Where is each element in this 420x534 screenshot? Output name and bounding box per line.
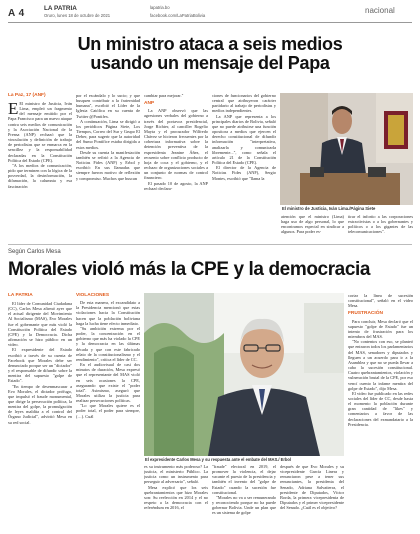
site-url: lapatria.bo: [150, 5, 170, 10]
story1-column-5: [281, 214, 344, 239]
story2-column-3: [144, 464, 208, 528]
story1-col4-p3: El director de la Agencia de Noticias Fides (ANF), Sergio Montes, escribió que "llama la: [212, 165, 276, 181]
story1-col4-p1: ciones de funcionarios del gobierno central que atribuyeron carácter partidario al trabajo de periodistas y medios independientes.: [212, 93, 276, 114]
story2-col4-p2: "Morales no va a ser remunerando y reconociendo porque no ha puede gobernar Bolivia. Unde un plan que es un sistema de golpe: [212, 494, 276, 516]
minister-photo-caption: El ministro de Justicia, Iván Lima./Página Siete: [282, 206, 376, 211]
story1-col3-p2: La ANP observó que las agresiones verbales del gobierno a través del portavoz presidencial, Jorge Richter, al canciller Rogelio Mayta y el procurador Wilfredo Chávez se hicieron frecuentes por la cobertura informativa sobre la detención preventiva de la expresidenta Jeanine Áñez, el recuento sobre conflicto producto de hoja de coca y el gobierno, y el rechazo de organizaciones sociales a un conjunto de normas de control financiero.: [144, 108, 208, 181]
story1-col4-p2: La ANP que representa a los principales diarios de Bolivia, señaló que no puede atribuirse una función opositora a medios que ejercen el derecho constitucional de difundir información "interpretativa, analizarla y comunicarla libremente...", como señala el artículo 21 de la Constitución Política del Estado (CPE).: [212, 113, 276, 166]
story1-col1-p2: "A los medios de comunicación, pido que terminen con la lógica de la posverdad, la desinformación, la difamación, la calumnia y esa fascinación: [8, 162, 72, 189]
story2-col2-p2: "Su ambición extrema por el poder, la concentración en el gobierno que más ha violado la CPE y la democracia en las últimas década y que con este fabricado relato de la constitucionalismo y el rendimiento", critica el líder de CC.: [76, 325, 140, 362]
header-rule: [8, 22, 412, 23]
story1-byline: La Paz, 17 (ANF): [8, 93, 46, 98]
story2-col6-p3: "No contentos con eso, se planteó que entraron todos los parlamentarios del MAS, senadores y diputados y lleguen a un acuerdo para ir a la Asamblea y que no se pueda llevar a cabo la sucesión constitucional. Cuatro quebrantamientos, violación y vulneración brutal de la CPE, por eso vencí cuento la infame mentira del golpe de Estado", dijo Mesa.: [348, 339, 413, 391]
page-number: [8, 8, 24, 19]
story1-column-1: [8, 101, 72, 239]
facebook-url: facebook.com/LaPatriaBolivia: [150, 13, 206, 18]
newspaper-masthead: LA PATRIA: [44, 5, 77, 12]
story2-col1-p3: "En tiempo de desenmascarar a Evo Morales, el dictador prófugo, que impulsó el fraude monumental, que dirige la persecución política, la mentira del golpe, la promulgación de leyes maldita a el control del Órgano Judicial", advirtió Mesa en su red social.: [8, 383, 72, 425]
mesa-photo: [144, 293, 344, 456]
story2-column-2: [76, 293, 140, 528]
story2-column-5: [280, 464, 344, 528]
story1-column-2: [76, 93, 140, 239]
story2-col2-p3: En el audiovisual de casi dos minutos de duración, Mesa expresó que el representante del MAS violó en seis ocasiones la CPE, asegurando que existe el "poder total". Asimismo, aseguró que Morales utiliza la justicia para realizar persecuciones políticas.: [76, 362, 140, 404]
story2-col6-p4: El video fue publicado en las redes sociales del líder de CC, desde hasta el momento la población durante gran cantidad de "likes" y comentarios a favor de las declaraciones del exmandatario a la Presidencia.: [348, 390, 413, 427]
story2-col6-p1: cortar la línea de sucesión constitucional", señaló en el video Mesa.: [348, 293, 413, 309]
section-label: nacional: [365, 6, 395, 15]
story2-frustracion-heading: FRUSTRACIÓN: [348, 311, 383, 317]
story2-col3-p1: es su instrumento más poderoso? La justicia, el ministerio Público. La justicia como un instrumento para perseguir al adversario", señaló.: [144, 464, 208, 485]
story1-col1-p1: [8, 101, 72, 163]
story2-col1-p2: El expresidente del Estado escribió a través de su cuenta de Facebook que Morales debe ser denunciado porque ser un "dictador" y el responsable de difundir sobre la mentira del supuesto "golpe de Estado".: [8, 347, 72, 384]
story-divider: [8, 244, 412, 245]
story2-col2-p4: "Lo que Morales quiere es el poder total, el poder para siempre, (…). Cuál: [76, 403, 140, 419]
minister-photo-drawing: [280, 93, 413, 205]
story2-col6-p2: Para concluir, Mesa declaró que el supuesto "golpe de Estado" fue un intento de frustración para los miembros del MAS.: [348, 318, 413, 340]
story1-column-4: [212, 93, 276, 239]
story1-col2-p1: por el escándalo y lo sucio; y que busquen contribuir a la fraternidad humana", escribió el Líder de la Iglesia Católica en su cuenta de Twitter @Pontifex.: [76, 93, 140, 119]
story2-byline: LA PATRIA: [8, 293, 33, 298]
story2-column-4: [212, 464, 276, 528]
story1-col2-p2: A continuación, Lima se dirigió a los periódicos Página Siete, Los Tiempos, Correo del Sur y Grupo El Deber, para sugerir que la autoridad del Sumo Pontífice estaba dirigida a estos medios.: [76, 118, 140, 150]
minister-photo: [280, 93, 413, 205]
page-section-letter: A: [8, 8, 15, 19]
story1-column-6: [348, 214, 413, 239]
story2-col1-p1: El líder de Comunidad Ciudadana (CC), Carlos Mesa afirmó ayer que el actual dirigente del Movimiento Al Socialismo (MAS), Evo Morales fue el gobernante que más violó la Constitución Política del Estado (CPE) y la Democracia. Dicha afirmación se hizo público en un video.: [8, 301, 72, 348]
mesa-photo-drawing: [144, 293, 344, 456]
date-line: Oruro, lunes 18 de octubre de 2021: [44, 13, 111, 18]
story1-col6-p1: tirar el infortio a las corporaciones extractivistas o a los gobernantes y políticos o a los gigantes de las telecomunicaciones".: [348, 214, 413, 235]
story1-column-3: [144, 93, 208, 239]
drop-cap: E: [8, 101, 19, 118]
story1-headline-line1: Un ministro ataca a seis medios: [77, 34, 343, 54]
story2-col4-p1: "fraude" electoral en 2019, el promover la violencia, el dejar vacante el puesto de la presidencia y también el invento del "golpe de Estado" cuando la sucesión fue constitucional.: [212, 464, 276, 495]
story2-col5-p1: después de que Evo Morales y su vicepresidente García Linera y renunciaron pese a tener sus renunciantes, la presidenta del Senado, Adriana Salvatierra, el presidente de Diputados, Víctor Borda, la primera vicepresidenta de Diputados y el primer vicepresidente del Senado. ¿Cuál es el objetivo?: [280, 464, 344, 511]
story2-col2-heading: VIOLACIONES: [76, 293, 110, 298]
story1-col3-p3: El pasado 10 de agosto, la ANP rechazó declara-: [144, 180, 208, 191]
story1-col3-heading: ANP: [144, 101, 155, 107]
story2-column-6: [348, 293, 413, 528]
story1-col2-p3: Desde su cuenta la manifestación también se refirió a la Agencia de Noticias Fides (ANF) y Erbol y escribió: En sus llamadas que siempre fueron motivo de reflexión y compromiso. Muchos que buscan: [76, 149, 140, 181]
story1-col3-p1: cambiar para mejorar.": [144, 93, 184, 98]
story1-col1-p1-text: El ministro de Justicia, Iván Lima, empleó un fragmento del mensaje emitido por el Papa Francisco para un nuevo ataque contra seis medios de comunicación y la Asociación Nacional de la Prensa (ANP) rechazó que la vinculación y definición de trabajo de periodistas que se enmarca en la sencillez y la responsabilidad declaradas en la Constitución Política del Estado (CPE).: [8, 101, 72, 163]
story2-column-1: [8, 301, 72, 528]
page-number-value: 4: [18, 8, 25, 19]
story1-headline-line2: usando un mensaje del Papa: [90, 53, 330, 73]
story2-kicker: Según Carlos Mesa: [8, 249, 61, 255]
story2-col3-p2: Mesa explicó que los seis quebrantamientos que hizo Morales son: Su reelección en 2014 y el no respeto a la democracia con el referéndum en 2016, el: [144, 484, 208, 511]
story2-col2-p1: De esta manera, el excandidato a la Presidencia mencionó que estas violaciones hacia la Constitución hacen que la población boliviana haga la lucha tiene efecto inmediato.: [76, 300, 140, 326]
story1-col5-p1: atención que el ministro (Lima) haga uso de algo personal, lo que encontramos especial en sindicar a algunos. Para poder es-: [281, 214, 344, 235]
mesa-photo-caption: El expresidente Carlos Mesa y su respuesta ante el embate del MAS./ Erbol: [145, 457, 292, 462]
story2-headline: Morales violó más la CPE y la democracia: [8, 259, 371, 280]
